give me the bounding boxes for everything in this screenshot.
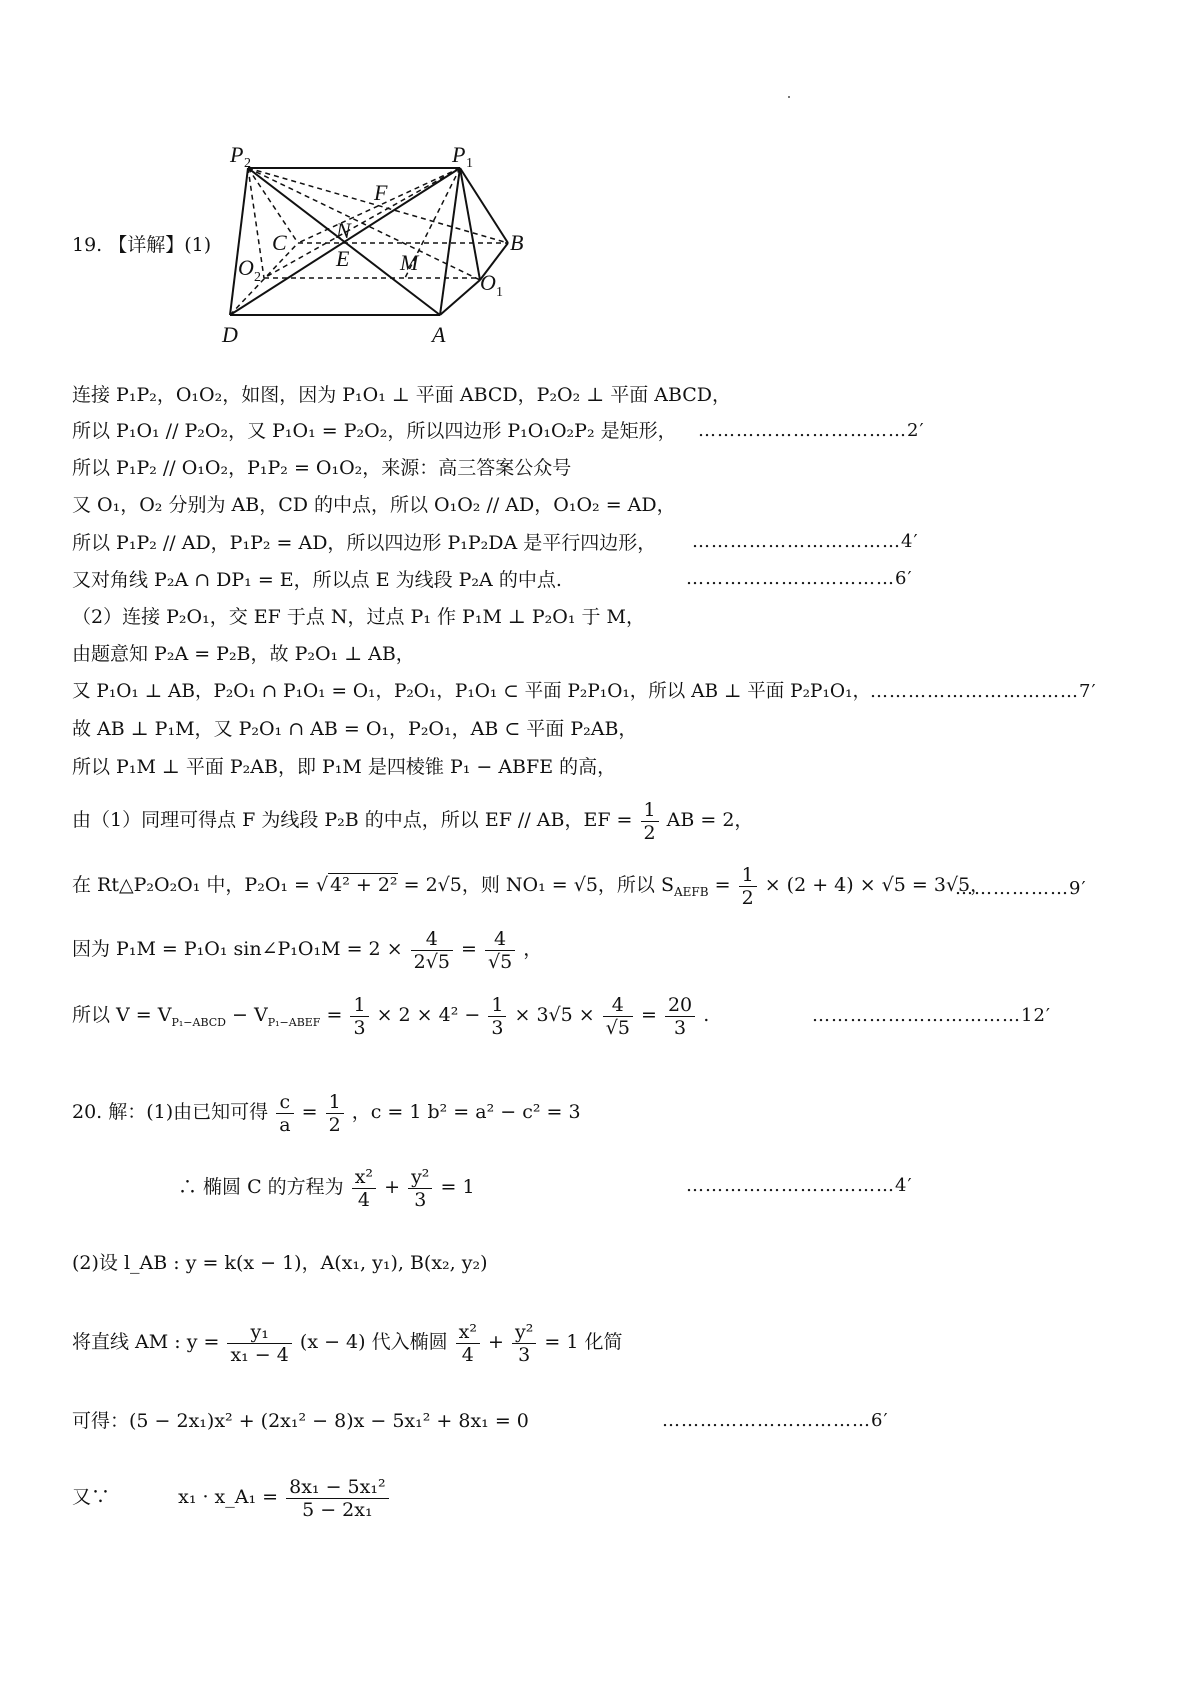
l13-sub: AEFB	[673, 884, 709, 899]
l14-post: ，	[523, 938, 543, 960]
label-B: B	[510, 230, 524, 255]
l15-pre: 所以 V = V	[72, 1004, 172, 1026]
pyramid-figure	[222, 142, 530, 350]
l14-eq: =	[461, 938, 477, 960]
q20-line-6	[72, 1470, 391, 1524]
score-20-6: ……………………………6′	[662, 1410, 889, 1431]
frac-3	[603, 994, 633, 1039]
q19-line-5: 所以 P₁P₂ // AD，P₁P₂ = AD，所以四边形 P₁P₂DA 是平行四边形，	[72, 532, 657, 554]
frac-num: c	[276, 1091, 293, 1114]
q19-line-14	[72, 922, 542, 976]
label-M: M	[400, 250, 419, 275]
q19-line-10: 故 AB ⊥ P₁M，又 P₂O₁ ∩ AB = O₁，P₂O₁，AB ⊂ 平面 P₂AB，	[72, 718, 638, 740]
label-C: C	[272, 230, 287, 255]
label-O1: O	[480, 270, 496, 295]
frac-den: 2	[328, 1113, 341, 1136]
score-20-4: ……………………………4′	[686, 1175, 913, 1196]
frac-num: 4	[411, 928, 453, 951]
frac-num: 1	[739, 864, 757, 887]
l15-sub1: P₁−ABCD	[171, 1015, 226, 1029]
frac-den: 4	[461, 1343, 474, 1366]
frac-y2-3	[408, 1166, 432, 1211]
q20-l2-pre: ∴ 椭圆 C 的方程为	[178, 1176, 344, 1198]
frac-den: 2	[643, 821, 656, 844]
score-6: ……………………………6′	[686, 568, 913, 589]
label-O2: O	[238, 255, 254, 280]
frac-num: 8x₁ − 5x₁²	[286, 1476, 388, 1499]
frac-b	[485, 928, 515, 973]
frac-half-2	[739, 864, 757, 909]
frac-a	[411, 928, 453, 973]
frac-c-a	[276, 1091, 293, 1136]
frac-den: a	[279, 1113, 291, 1136]
label-N: N	[336, 218, 351, 243]
q19-line-13	[72, 860, 989, 917]
label-P2-sub: 2	[244, 156, 251, 171]
frac-den: x₁ − 4	[230, 1343, 289, 1366]
label-D: D	[222, 322, 238, 347]
stray-dot	[788, 96, 790, 98]
frac-num: y₁	[227, 1321, 291, 1344]
q19-line-15	[72, 988, 709, 1050]
l13-pre: 在 Rt△P₂O₂O₁ 中，P₂O₁ =	[72, 874, 310, 896]
frac-num: x²	[456, 1321, 480, 1344]
q19-line-2: 所以 P₁O₁ // P₂O₂，又 P₁O₁ = P₂O₂，所以四边形 P₁O₁O₂P₂ 是矩形，	[72, 420, 677, 442]
q19-line-4: 又 O₁，O₂ 分别为 AB，CD 的中点，所以 O₁O₂ // AD，O₁O₂ = AD，	[72, 494, 676, 516]
q20-l4-plus: +	[488, 1331, 504, 1353]
frac-den: 2	[741, 886, 754, 909]
l14-pre: 因为 P₁M = P₁O₁ sin∠P₁O₁M = 2 ×	[72, 938, 403, 960]
score-4: ……………………………4′	[692, 531, 919, 552]
frac-den: 3	[491, 1016, 504, 1039]
frac-den: 4	[357, 1188, 370, 1211]
q19-header: 19. 【详解】(1)	[72, 234, 212, 256]
frac-den: 3	[674, 1016, 687, 1039]
label-P1-sub: 1	[466, 156, 473, 171]
label-E: E	[336, 246, 350, 271]
frac-num: 1	[326, 1091, 344, 1114]
l13-eq: =	[714, 874, 731, 896]
frac-2	[488, 994, 506, 1039]
l13-mid: = 2√5，则 NO₁ = √5，所以 S	[403, 874, 674, 896]
frac-num: y²	[512, 1321, 536, 1344]
q20-line-3: (2)设 l_AB : y = k(x − 1)，A(x₁, y₁), B(x₂, y₂)	[72, 1252, 488, 1274]
frac-half	[641, 799, 659, 844]
l13-post: × (2 + 4) × √5 = 3√5，	[764, 874, 990, 896]
label-P2: P	[230, 142, 244, 167]
frac-1	[350, 994, 368, 1039]
l13-rad: 4² + 2²	[330, 874, 398, 896]
label-A: A	[432, 322, 446, 347]
q20-line-1	[72, 1085, 581, 1139]
q19-line-9: 又 P₁O₁ ⊥ AB，P₂O₁ ∩ P₁O₁ = O₁，P₂O₁，P₁O₁ ⊂ 平面 P₂P₁O₁，所以 AB ⊥ 平面 P₂P₁O₁，	[72, 681, 871, 702]
label-O1-sub: 1	[496, 285, 503, 300]
l15-eq: =	[326, 1004, 343, 1026]
frac-y2-3b	[512, 1321, 536, 1366]
q20-l2-post: = 1	[440, 1176, 475, 1198]
q19-line-3: 所以 P₁P₂ // O₁O₂，P₁P₂ = O₁O₂，来源：高三答案公众号	[72, 457, 572, 479]
q19-line-12	[72, 795, 753, 845]
score-7: ……………………………7′	[870, 681, 1097, 702]
frac-4	[665, 994, 695, 1039]
frac-num: 1	[350, 994, 368, 1017]
l12-post: AB = 2，	[666, 809, 754, 831]
q20-l6-mid: x₁ · x_A₁ =	[178, 1486, 279, 1508]
q20-line-2	[178, 1160, 475, 1214]
frac-num: y²	[408, 1166, 432, 1189]
frac-den: √5	[487, 950, 513, 973]
q19-line-7: （2）连接 P₂O₁，交 EF 于点 N，过点 P₁ 作 P₁M ⊥ P₂O₁ 于 M，	[72, 606, 645, 628]
frac-slope	[227, 1321, 291, 1366]
label-O2-sub: 2	[254, 270, 261, 285]
l15-minus: − V	[232, 1004, 268, 1026]
frac-num: 1	[488, 994, 506, 1017]
score-12: ……………………………12′	[812, 1005, 1051, 1026]
q20-line-4	[72, 1315, 622, 1369]
q20-l1-pre: 20. 解：(1)由已知可得	[72, 1101, 269, 1123]
q19-line-8: 由题意知 P₂A = P₂B，故 P₂O₁ ⊥ AB，	[72, 643, 415, 665]
q20-l4-mid: (x − 4) 代入椭圆	[299, 1331, 448, 1353]
label-F: F	[374, 180, 388, 205]
frac-den: 5 − 2x₁	[302, 1498, 373, 1521]
frac-num: 4	[603, 994, 633, 1017]
score-2: ……………………………2′	[698, 420, 925, 441]
q20-l4-pre: 将直线 AM : y =	[72, 1331, 220, 1353]
frac-x2-4	[352, 1166, 376, 1211]
sqrt-sign: √	[316, 874, 329, 896]
q20-l4-post: = 1 化简	[544, 1331, 623, 1353]
label-P1: P	[452, 142, 466, 167]
frac-x2-4b	[456, 1321, 480, 1366]
l15-mid1: × 2 × 4² −	[376, 1004, 481, 1026]
frac-num: 4	[485, 928, 515, 951]
q20-line-5: 可得：(5 − 2x₁)x² + (2x₁² − 8)x − 5x₁² + 8x₁ = 0	[72, 1410, 529, 1432]
q19-line-1: 连接 P₁P₂，O₁O₂，如图，因为 P₁O₁ ⊥ 平面 ABCD，P₂O₂ ⊥ 平面 ABCD，	[72, 384, 732, 406]
frac-num: x²	[352, 1166, 376, 1189]
frac-den: 3	[518, 1343, 531, 1366]
l12-pre: 由（1）同理可得点 F 为线段 P₂B 的中点，所以 EF // AB，EF =	[72, 809, 633, 831]
q20-l6-pre: 又∵	[72, 1486, 111, 1508]
l15-post: .	[703, 1004, 710, 1026]
frac-den: 2√5	[413, 950, 450, 973]
frac-den: 3	[353, 1016, 366, 1039]
q19-line-6: 又对角线 P₂A ∩ DP₁ = E，所以点 E 为线段 P₂A 的中点.	[72, 569, 562, 591]
frac-num: 20	[665, 994, 695, 1017]
frac-product	[286, 1476, 388, 1521]
q19-line-11: 所以 P₁M ⊥ 平面 P₂AB，即 P₁M 是四棱锥 P₁ − ABFE 的高，	[72, 756, 617, 778]
frac-den: 3	[414, 1188, 427, 1211]
q20-l1-post: ，c = 1 b² = a² − c² = 3	[351, 1101, 581, 1123]
frac-den: √5	[605, 1016, 630, 1039]
l15-eq2: =	[641, 1004, 657, 1026]
score-9: ………………9′	[955, 878, 1087, 899]
q20-l1-eq: =	[301, 1101, 318, 1123]
q20-l2-plus: +	[384, 1176, 401, 1198]
l15-sub2: P₁−ABEF	[267, 1015, 321, 1029]
frac-half-3	[326, 1091, 344, 1136]
l15-mid2: × 3√5 ×	[514, 1004, 595, 1026]
frac-num: 1	[641, 799, 659, 822]
